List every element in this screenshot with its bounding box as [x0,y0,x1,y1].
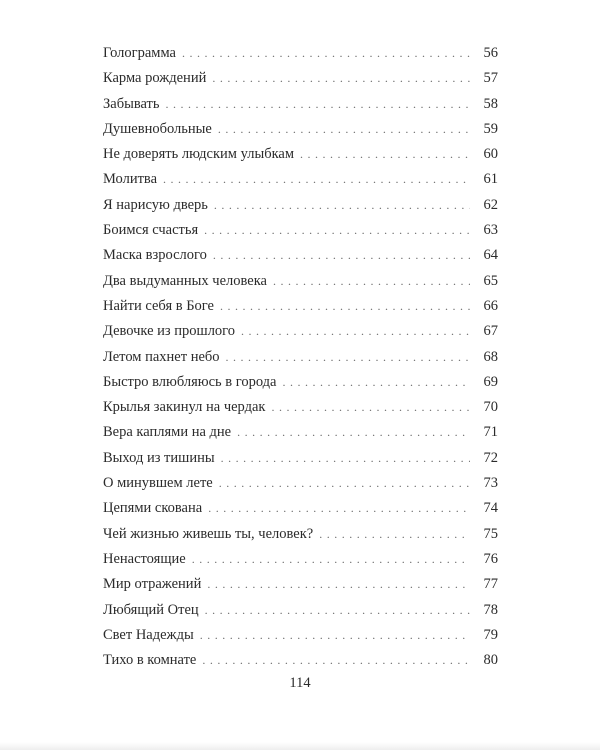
toc-dot-leader [219,471,470,496]
toc-dot-leader [163,167,470,192]
toc-entry [103,92,498,117]
toc-entry [103,496,498,521]
toc-entry-page: 67 [483,323,498,340]
toc-dot-leader [226,345,470,370]
toc-dot-leader [237,420,470,445]
page-number: 114 [289,675,311,691]
toc-entry-page: 59 [483,120,498,137]
toc-entry-title: Мир отражений [103,576,202,593]
toc-entry-page: 63 [483,222,498,239]
toc-entry-title: Девочке из прошлого [103,323,236,340]
toc-entry-title: О минувшем лете [103,475,213,492]
toc-entry [103,623,498,648]
toc-entry-title: Забывать [103,95,160,112]
toc-entry-page: 78 [483,601,498,618]
toc-entry-title: Маска взрослого [103,247,207,264]
toc-entry [103,471,498,496]
toc-entry-page: 71 [483,424,498,441]
toc-dot-leader [300,142,470,167]
toc-dot-leader [214,193,470,218]
toc-entry-page: 60 [483,146,498,163]
page-bottom-edge [0,742,600,750]
toc-entry-title: Молитва [103,171,158,188]
toc-entry-page: 69 [483,373,498,390]
toc-entry-title: Найти себя в Боге [103,297,214,314]
toc-entry-title: Ненастоящие [103,550,186,567]
table-of-contents [103,41,498,673]
toc-dot-leader [271,395,470,420]
toc-entry-title: Чей жизнью живешь ты, человек? [103,525,314,542]
toc-entry-title: Крылья закинул на чердак [103,399,266,416]
toc-entry [103,598,498,623]
toc-entry [103,648,498,673]
toc-entry [103,193,498,218]
toc-entry [103,294,498,319]
toc-entry-title: Вера каплями на дне [103,424,232,441]
toc-entry-page: 79 [483,626,498,643]
toc-entry-page: 56 [483,45,498,61]
toc-entry-page: 75 [483,525,498,542]
toc-dot-leader [204,218,470,243]
toc-entry-page: 73 [483,475,498,492]
toc-entry-page: 62 [483,196,498,213]
toc-entry-page: 66 [483,297,498,314]
toc-entry [103,117,498,142]
toc-entry-title: Тихо в комнате [103,652,197,669]
toc-entry-title: Душевнобольные [103,120,212,137]
toc-dot-leader [213,243,470,268]
toc-dot-leader [207,572,470,597]
toc-entry-page: 65 [483,272,498,289]
toc-dot-leader [221,446,470,471]
toc-entry-title: Я нарисую дверь [103,196,208,213]
toc-entry-page: 72 [483,449,498,466]
toc-entry-title: Выход из тишины [103,449,215,466]
toc-entry [103,142,498,167]
toc-dot-leader [218,117,470,142]
toc-dot-leader [205,598,470,623]
toc-dot-leader [241,319,470,344]
toc-entry [103,420,498,445]
toc-entry-page: 76 [483,550,498,567]
toc-entry-page: 58 [483,95,498,112]
toc-entry [103,370,498,395]
toc-entry [103,66,498,91]
toc-dot-leader [319,522,470,547]
toc-entry [103,269,498,294]
toc-entry [103,395,498,420]
toc-dot-leader [208,496,470,521]
toc-entry-title: Цепями скована [103,500,203,517]
toc-entry-title: Любящий Отец [103,601,199,618]
toc-entry-page: 80 [483,652,498,669]
toc-entry [103,243,498,268]
toc-entry-title: Летом пахнет небо [103,348,220,365]
toc-entry [103,319,498,344]
toc-dot-leader [283,370,471,395]
toc-dot-leader [220,294,470,319]
toc-entry-title: Быстро влюбляюсь в города [103,373,277,390]
toc-dot-leader [212,66,470,91]
toc-entry-title: Свет Надежды [103,626,194,643]
toc-entry [103,547,498,572]
toc-entry-page: 64 [483,247,498,264]
toc-dot-leader [166,92,471,117]
toc-entry-title: Голограмма [103,45,176,61]
toc-entry-page: 77 [483,576,498,593]
toc-entry-title: Не доверять людским улыбкам [103,146,295,163]
toc-dot-leader [273,269,470,294]
toc-entry-title: Боимся счастья [103,222,199,239]
toc-entry [103,167,498,192]
toc-dot-leader [200,623,470,648]
toc-dot-leader [192,547,470,572]
toc-entry-page: 74 [483,500,498,517]
toc-entry [103,446,498,471]
toc-entry-page: 70 [483,399,498,416]
toc-entry [103,218,498,243]
toc-entry [103,572,498,597]
toc-entry [103,41,498,66]
toc-entry-page: 61 [483,171,498,188]
toc-dot-leader [182,41,470,66]
toc-entry-title: Карма рождений [103,70,207,87]
toc-entry-page: 57 [483,70,498,87]
toc-entry-title: Два выдуманных человека [103,272,267,289]
toc-entry [103,345,498,370]
toc-dot-leader [202,648,470,673]
toc-entry-page: 68 [483,348,498,365]
toc-entry [103,522,498,547]
